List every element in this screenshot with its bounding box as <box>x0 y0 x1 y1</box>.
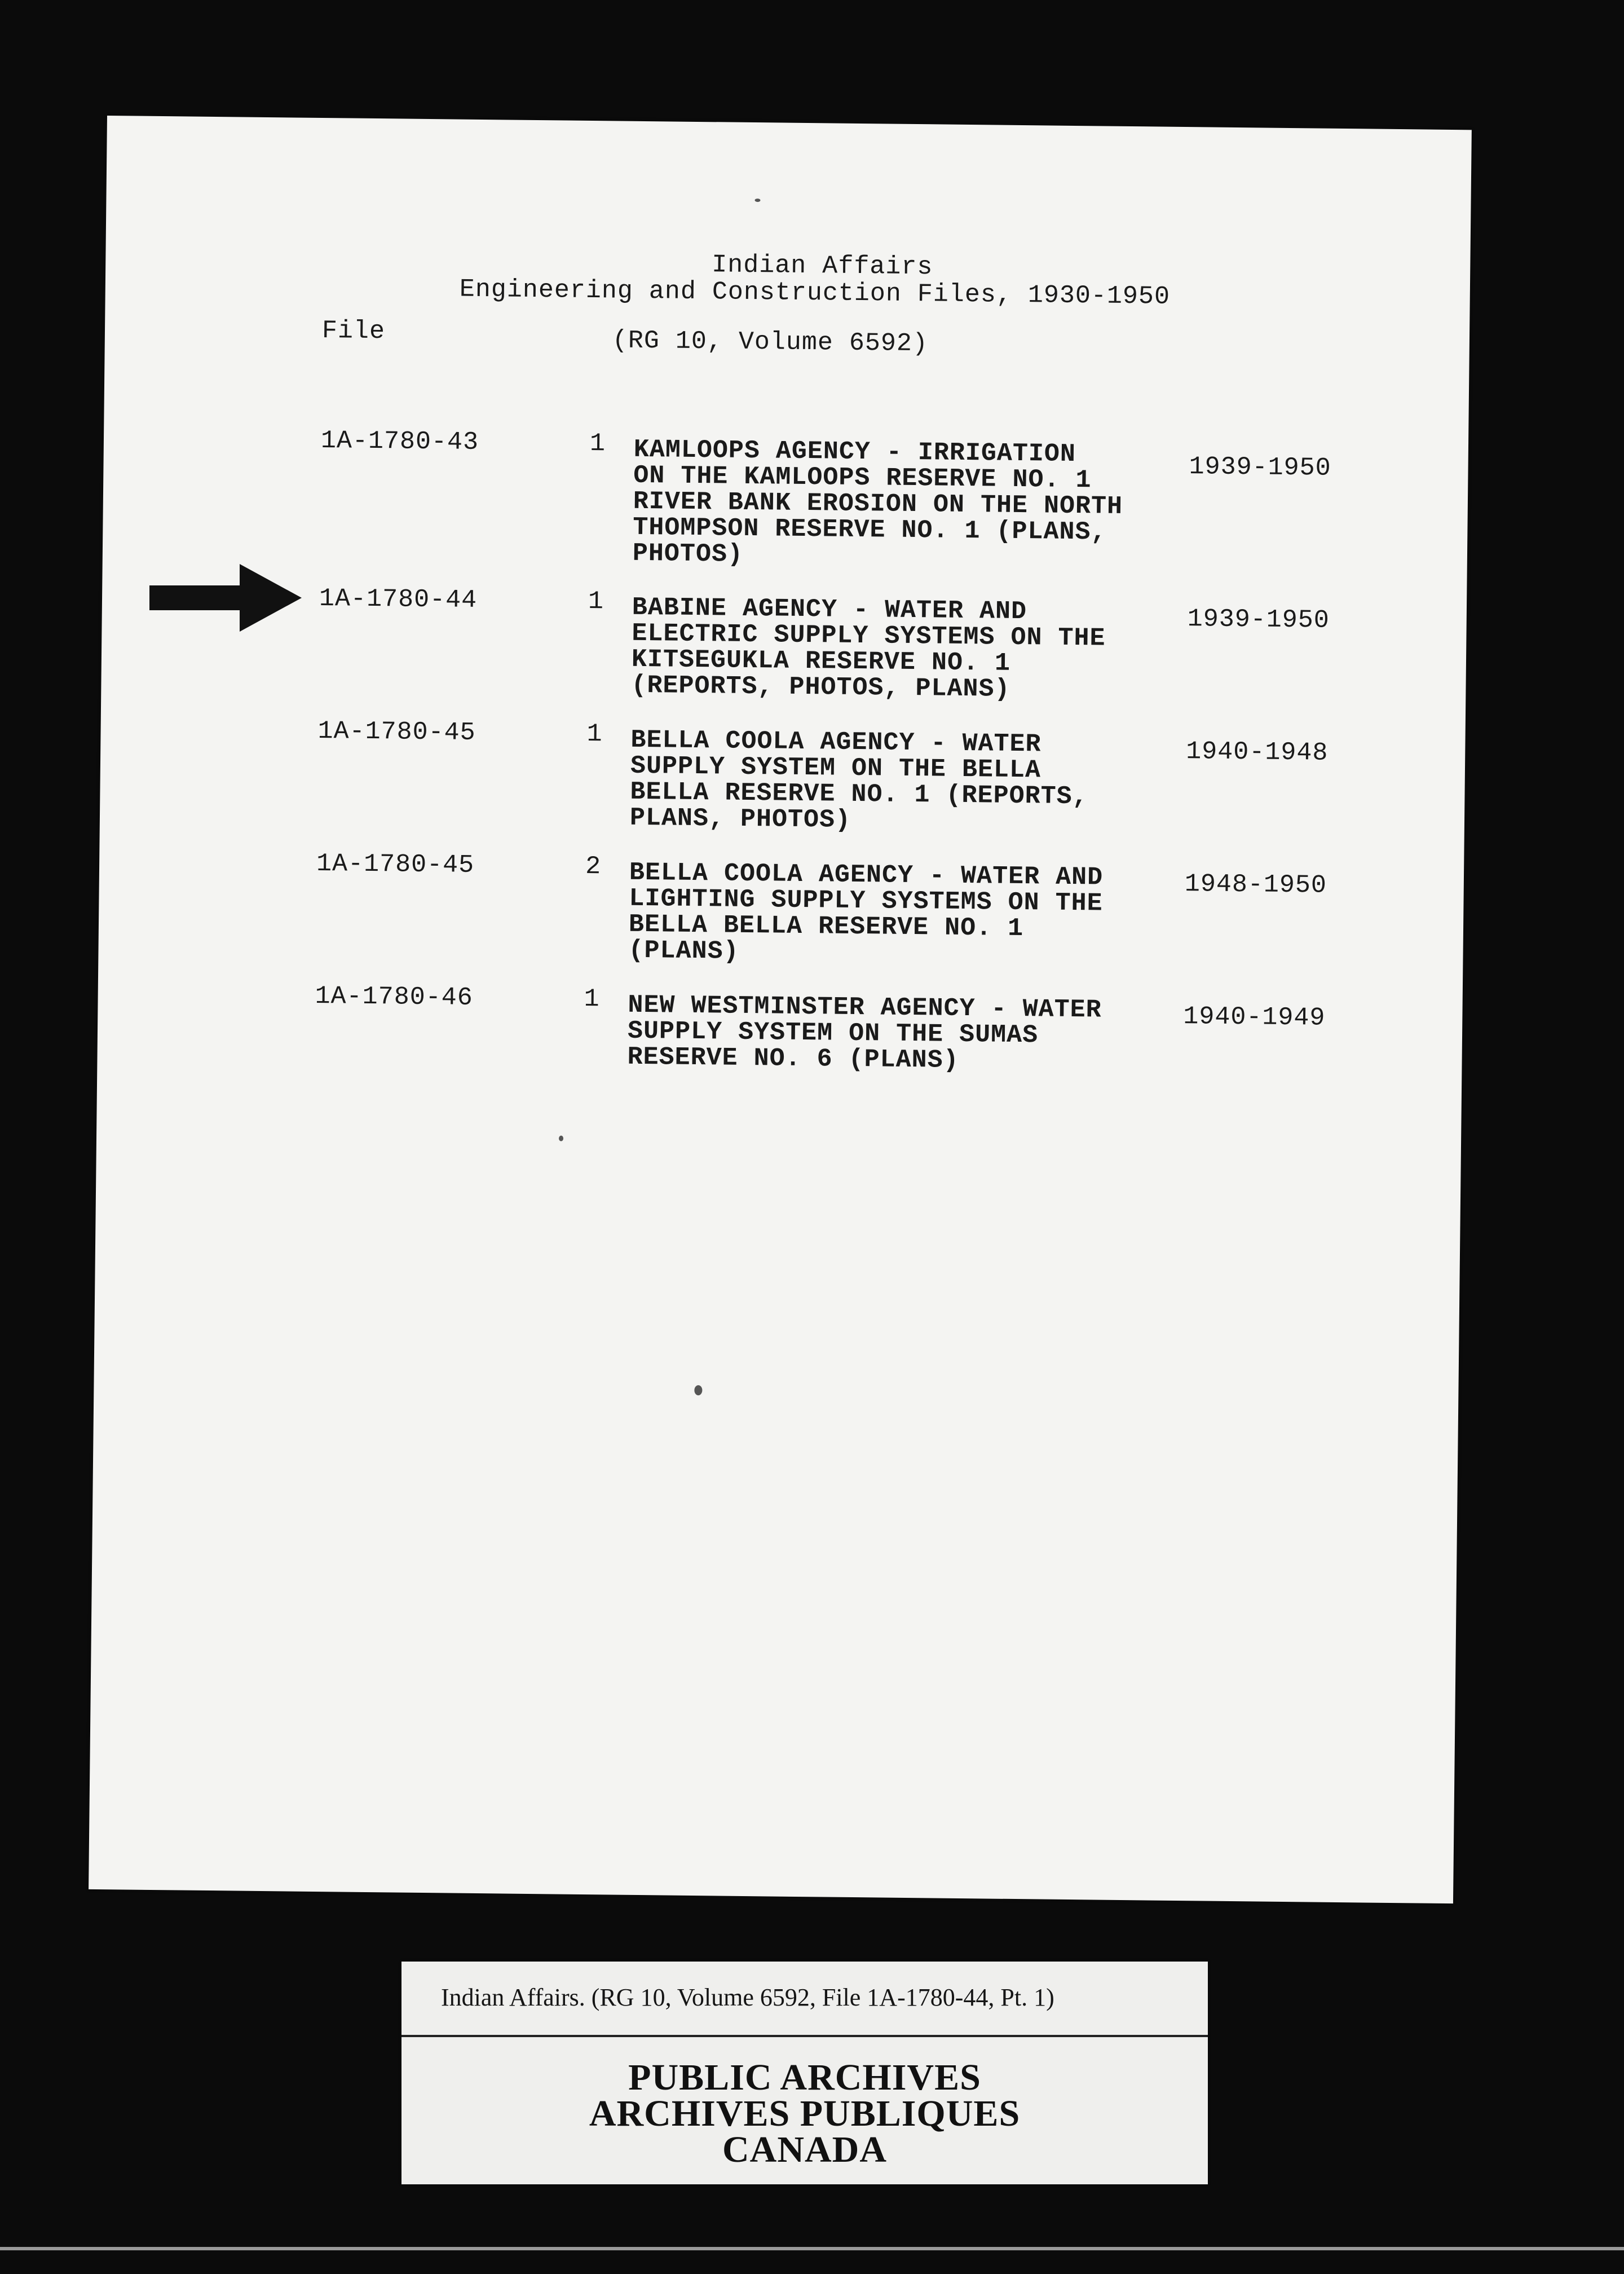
document-page <box>89 116 1472 1903</box>
file-description: KAMLOOPS AGENCY - IRRIGATION ON THE KAMLOOPS RESERVE NO. 1 RIVER BANK EROSION ON THE NORTH THOMPSON RESERVE NO. 1 (PLANS, PHOTOS) <box>632 435 1123 569</box>
part-number: 1 <box>588 587 604 616</box>
header-title: Indian Affairs <box>712 250 933 282</box>
list-item <box>99 849 1464 966</box>
file-description: BABINE AGENCY - WATER AND ELECTRIC SUPPLY SYSTEMS ON THE KITSEGUKLA RESERVE NO. 1 (REPORTS, PHOTOS, PLANS) <box>631 593 1106 704</box>
list-item <box>101 716 1466 835</box>
part-number: 1 <box>584 984 600 1014</box>
label-reference-strip <box>401 1962 1208 2037</box>
date-range: 1939-1950 <box>1189 452 1331 483</box>
arrow-right-icon <box>149 564 302 632</box>
paper-speck <box>754 199 760 202</box>
file-number: 1A-1780-46 <box>315 981 473 1012</box>
list-item <box>98 981 1463 1075</box>
file-description: BELLA COOLA AGENCY - WATER AND LIGHTING SUPPLY SYSTEMS ON THE BELLA BELLA RESERVE NO. 1 (PLANS) <box>628 858 1104 966</box>
stamp-line-country: CANADA <box>722 2129 887 2170</box>
archive-stamp <box>401 2037 1208 2184</box>
file-number: 1A-1780-45 <box>317 716 476 747</box>
part-number: 1 <box>586 719 603 749</box>
stamp-line-french: ARCHIVES PUBLIQUES <box>589 2093 1021 2134</box>
date-range: 1940-1948 <box>1186 737 1329 768</box>
date-range: 1939-1950 <box>1187 605 1330 635</box>
stamp-line-english: PUBLIC ARCHIVES <box>628 2057 981 2098</box>
paper-speck <box>694 1385 702 1395</box>
file-number: 1A-1780-43 <box>320 426 479 457</box>
date-range: 1948-1950 <box>1184 870 1327 900</box>
date-range: 1940-1949 <box>1183 1002 1326 1033</box>
volume-reference: (RG 10, Volume 6592) <box>612 326 929 359</box>
paper-speck <box>559 1135 563 1141</box>
file-number: 1A-1780-44 <box>319 584 478 615</box>
label-reference: Indian Affairs. (RG 10, Volume 6592, File 1A-1780-44, Pt. 1) <box>441 1984 1054 2011</box>
film-edge-line <box>0 2247 1624 2250</box>
header-subtitle: Engineering and Construction Files, 1930-1950 <box>459 275 1171 311</box>
file-column-label: File <box>321 316 386 346</box>
list-item <box>102 584 1467 704</box>
part-number: 2 <box>585 852 602 882</box>
file-description: NEW WESTMINSTER AGENCY - WATER SUPPLY SYSTEM ON THE SUMAS RESERVE NO. 6 (PLANS) <box>627 990 1102 1075</box>
file-number: 1A-1780-45 <box>316 849 475 880</box>
file-description: BELLA COOLA AGENCY - WATER SUPPLY SYSTEM ON THE BELLA BELLA RESERVE NO. 1 (REPORTS, PLANS, PHOTOS) <box>629 725 1088 835</box>
list-item <box>104 426 1468 569</box>
part-number: 1 <box>589 429 606 459</box>
archive-label <box>401 1962 1208 2184</box>
